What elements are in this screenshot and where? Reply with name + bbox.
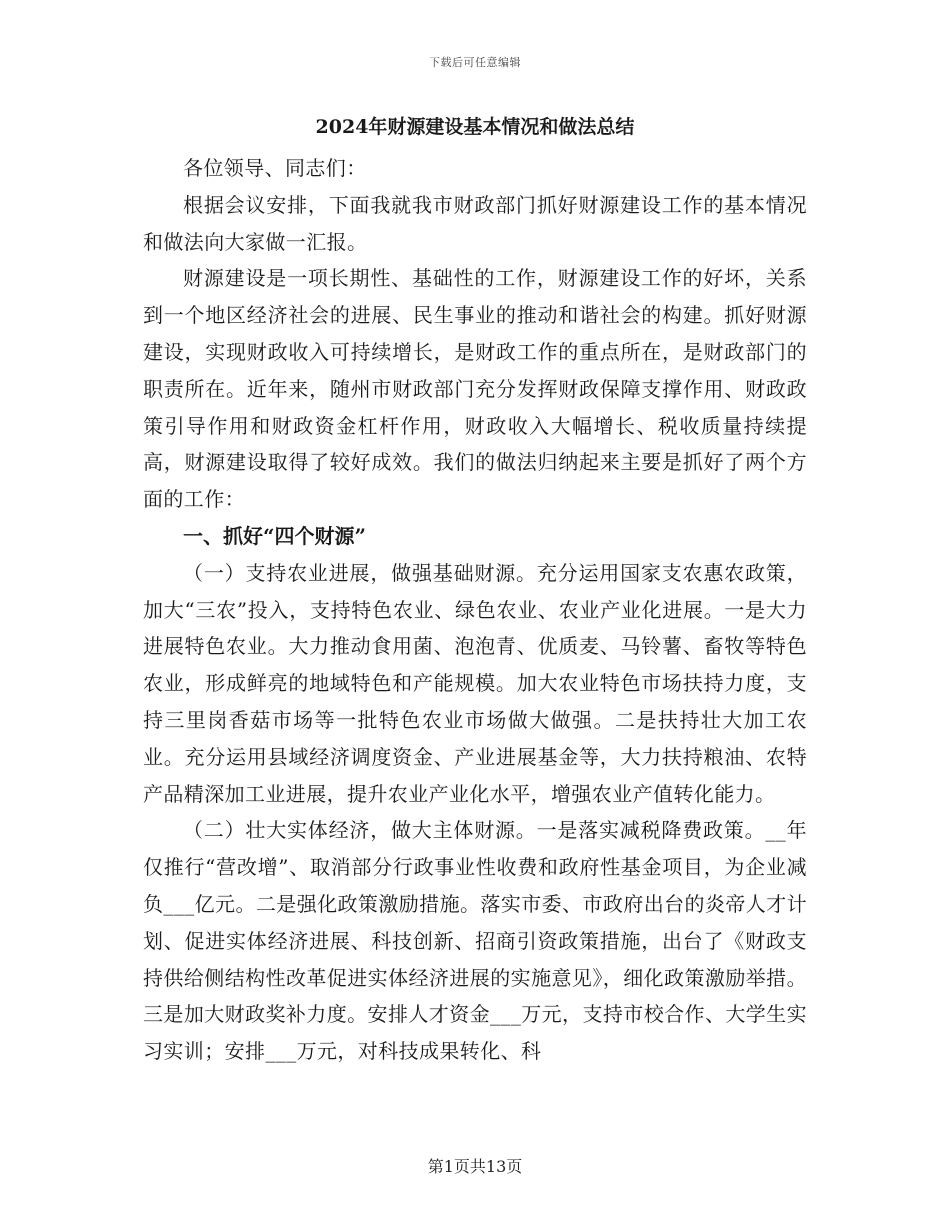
paragraph-intro: 根据会议安排，下面我就我市财政部门抓好财源建设工作的基本情况和做法向大家做一汇报。 xyxy=(143,192,807,254)
header-note: 下载后可任意编辑 xyxy=(429,56,521,69)
section-heading: 一、抓好“四个财源” xyxy=(183,523,367,548)
paragraph-agriculture: （一）支持农业进展，做强基础财源。充分运用国家支农惠农政策，加大“三农”投入，支持特色农业、绿色农业、农业产业化进展。一是大力进展特色农业。大力推动食用菌、泡泡青、优质麦、马铃薯、畜牧等特色农业，形成鲜亮的地域特色和产能规模。加大农业特色市场扶持力度，支持三里岗香菇市场等一批特色农业市场做大做强。二是扶持壮大加工农业。充分运用县域经济调度资金、产业进展基金等，大力扶持粮油、农特产品精深加工业进展，提升农业产业化水平，增强农业产值转化能力。 xyxy=(143,560,807,806)
paragraph-real-economy: （二）壮大实体经济，做大主体财源。一是落实减税降费政策。__年仅推行“营改增”、取消部分行政事业性收费和政府性基金项目，为企业减负___亿元。二是强化政策激励措施。落实市委、市政府出台的炎帝人才计划、促进实体经济进展、科技创新、招商引资政策措施，出台了《财政支持供给侧结构性改革促进实体经济进展的实施意见》，细化政策激励举措。三是加大财政奖补力度。安排人才资金___万元，支持市校合作、大学生实习实训；安排___万元，对科技成果转化、科 xyxy=(143,818,807,1064)
document-body xyxy=(143,112,807,1070)
page-footer: 第1页共13页 xyxy=(427,1157,523,1176)
paragraph-overview: 财源建设是一项长期性、基础性的工作，财源建设工作的好坏，关系到一个地区经济社会的进展、民生事业的推动和谐社会的构建。抓好财源建设，实现财政收入可持续增长，是财政工作的重点所在，是财政部门的职责所在。近年来，随州市财政部门充分发挥财政保障支撑作用、财政政策引导作用和财政资金杠杆作用，财政收入大幅增长、税收质量持续提高，财源建设取得了较好成效。我们的做法归纳起来主要是抓好了两个方面的工作： xyxy=(143,266,807,512)
document-title: 2024年财源建设基本情况和做法总结 xyxy=(315,116,635,138)
salutation: 各位领导、同志们： xyxy=(183,156,367,180)
